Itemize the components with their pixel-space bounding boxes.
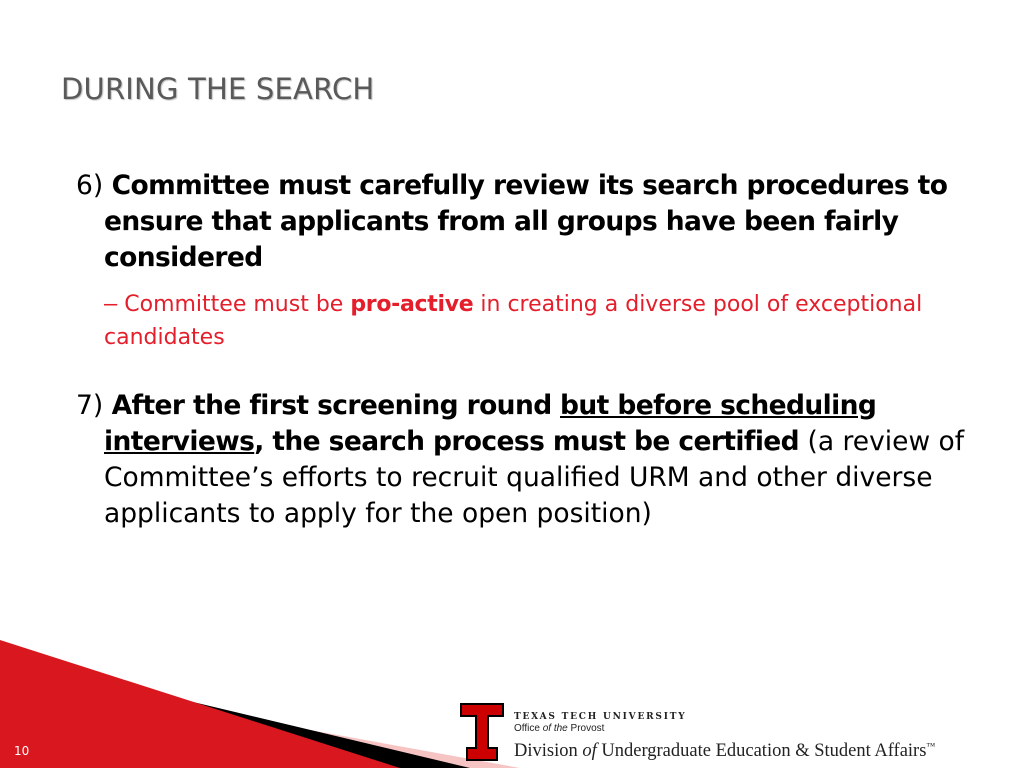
office-line <box>514 723 1019 735</box>
subpoint-suffix: in creating a diverse pool of exceptional candidates <box>104 292 923 350</box>
item-6-number: 6) <box>76 170 104 201</box>
item-7 <box>76 388 976 532</box>
item-7-normal-tail: (a review of Committee’s efforts to recruit qualified URM and other diverse applicants to apply for the open position) <box>104 426 965 529</box>
subpoint-dash: – <box>104 292 118 317</box>
office-of: of the <box>542 723 568 734</box>
subpoint-emphasis: pro-active <box>350 292 474 317</box>
university-name: TEXAS TECH UNIVERSITY <box>514 712 687 722</box>
slide-title: DURING THE SEARCH <box>61 72 375 106</box>
item-7-number: 7) <box>76 390 104 421</box>
slide-body <box>76 168 976 532</box>
division-suffix: Undergraduate Education & Student Affairs <box>601 741 927 762</box>
item-6-subpoint <box>76 288 976 354</box>
paragraph-gap <box>76 354 976 388</box>
trademark-symbol: ™ <box>926 741 936 751</box>
item-6 <box>76 168 976 276</box>
subpoint-prefix: Committee must be <box>124 292 344 317</box>
footer-branding <box>514 712 1019 762</box>
division-prefix: Division <box>514 741 578 762</box>
item-7-underlined: but before scheduling interviews <box>104 390 877 457</box>
office-prefix: Office <box>514 723 540 734</box>
double-t-logo-icon <box>460 703 504 761</box>
item-6-text: Committee must carefully review its search procedures to ensure that applicants from all groups have been fairly considered <box>104 170 948 273</box>
page-number: 10 <box>14 744 30 758</box>
division-of: of <box>582 741 597 762</box>
division-line <box>514 735 1019 762</box>
item-7-bold-tail: , the search process must be certified <box>254 426 800 457</box>
office-suffix: Provost <box>570 723 605 734</box>
item-7-lead: After the first screening round <box>111 390 552 421</box>
corner-wedge-decoration <box>0 640 520 768</box>
